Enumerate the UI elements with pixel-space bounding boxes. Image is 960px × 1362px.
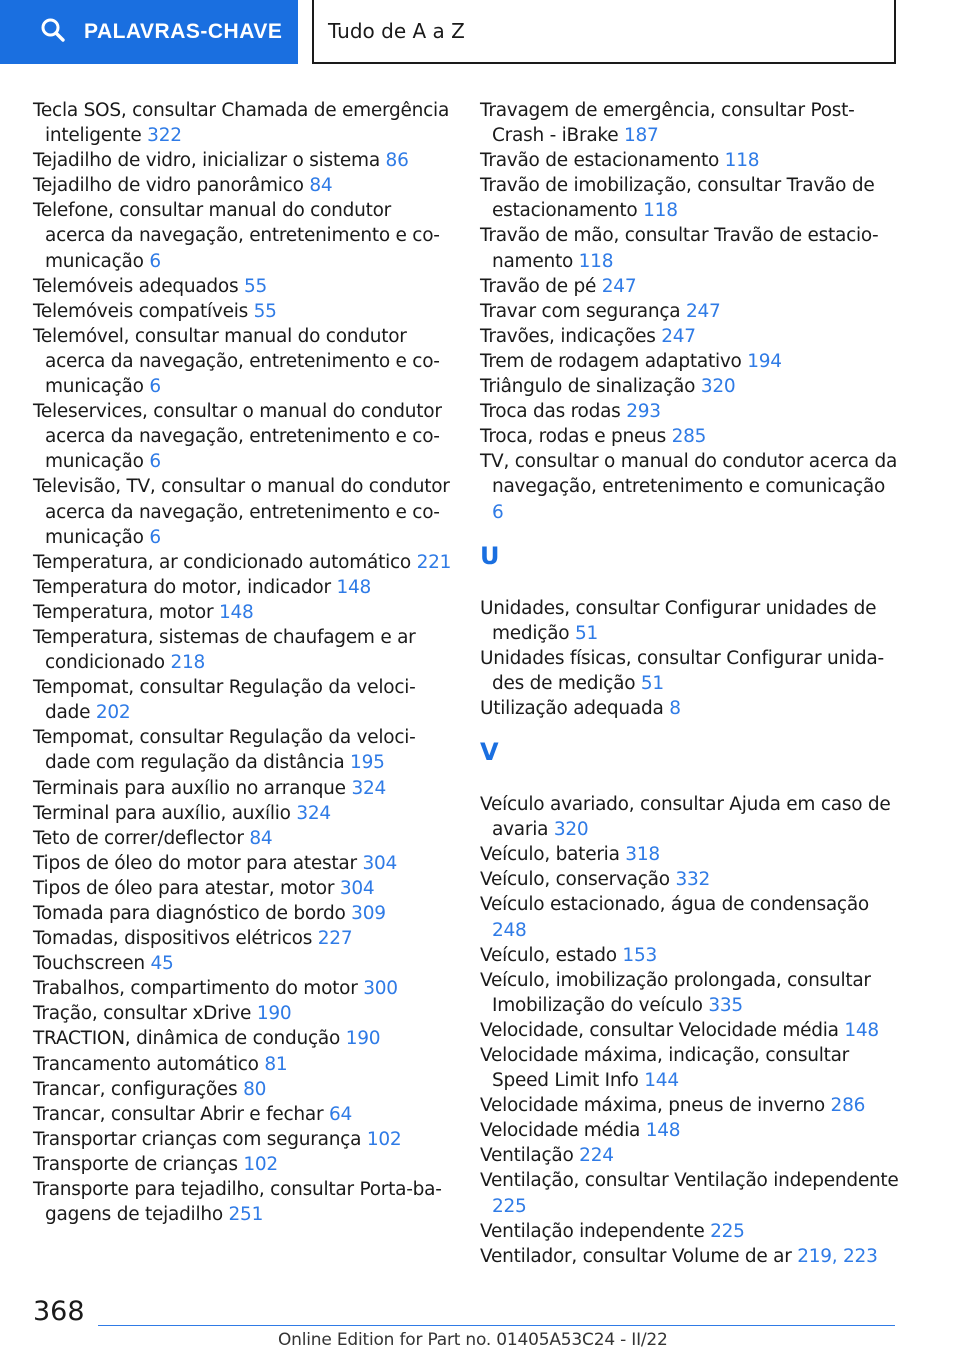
index-entry: Teleservices, consultar o manual do condutor acerca da navegação, entretenimento e comunicação 6: [33, 401, 442, 473]
page-link[interactable]: 224: [579, 1145, 614, 1167]
index-entry: Tipos de óleo para atestar, motor 304: [33, 877, 375, 899]
page-link[interactable]: 202: [95, 702, 131, 724]
page-link[interactable]: 55: [244, 275, 268, 297]
edition-footer: Online Edition for Part no. 01405A53C24 - II/22: [278, 1330, 668, 1350]
page-link[interactable]: 225: [492, 1195, 527, 1217]
index-entry: Tipos de óleo do motor para atestar 304: [33, 852, 398, 874]
page-link[interactable]: 248: [492, 919, 527, 941]
page-link[interactable]: 55: [253, 300, 277, 322]
page-link[interactable]: 219, 223: [797, 1245, 878, 1267]
page-link[interactable]: 51: [575, 622, 599, 644]
index-entry: Televisão, TV, consultar o manual do condutor acerca da navegação, entretenimento e comunicação 6: [33, 476, 450, 548]
page-link[interactable]: 293: [626, 401, 661, 423]
section-letter-v: V: [480, 738, 499, 767]
index-entry: Veículo, imobilização prolongada, consultar Imobilização do veículo 335: [480, 969, 871, 1016]
page-link[interactable]: 194: [747, 350, 782, 372]
index-entry: Tempomat, consultar Regulação da velocidade 202: [33, 677, 416, 724]
page-link[interactable]: 6: [149, 451, 161, 473]
index-entry: Telefone, consultar manual do condutor acerca da navegação, entretenimento e comunicação 6: [33, 200, 440, 272]
page-link[interactable]: 81: [264, 1053, 288, 1075]
page-link[interactable]: 251: [228, 1204, 264, 1226]
index-entry: TV, consultar o manual do condutor acerca da navegação, entretenimento e comunicação 6: [480, 451, 898, 523]
index-entry: Tecla SOS, consultar Chamada de emergência inteligente 322: [33, 100, 450, 147]
page-link[interactable]: 221: [416, 551, 452, 573]
page-link[interactable]: 247: [686, 300, 721, 322]
page-link[interactable]: 318: [625, 844, 660, 866]
page-link[interactable]: 6: [149, 376, 161, 398]
page-link[interactable]: 324: [351, 777, 386, 799]
page-link[interactable]: 6: [492, 501, 504, 523]
index-entry: Telemóveis adequados 55: [33, 275, 268, 297]
index-entry: Temperatura, ar condicionado automático 221: [33, 551, 452, 573]
index-entry: Troca das rodas 293: [480, 401, 661, 423]
page-link[interactable]: 190: [256, 1003, 292, 1025]
top-navigation-bar: [0, 0, 960, 66]
page-link[interactable]: 6: [149, 526, 161, 548]
page-link[interactable]: 118: [643, 200, 678, 222]
index-entry: Transportar crianças com segurança 102: [33, 1128, 402, 1150]
index-entry: Travão de pé 247: [480, 275, 637, 297]
index-entry: Telemóveis compatíveis 55: [33, 300, 277, 322]
keywords-button[interactable]: [0, 0, 298, 64]
index-entry: Ventilador, consultar Volume de ar 219, 223: [480, 1245, 878, 1267]
index-entry: Velocidade máxima, pneus de inverno 286: [480, 1095, 866, 1117]
index-column-left: [33, 98, 453, 1227]
index-entry: Tejadilho de vidro panorâmico 84: [33, 175, 333, 197]
index-entry: Trancamento automático 81: [33, 1053, 288, 1075]
footer-divider: [98, 1325, 895, 1326]
page-link[interactable]: 102: [366, 1128, 402, 1150]
index-entry: Telemóvel, consultar manual do condutor acerca da navegação, entretenimento e comunicação 6: [33, 325, 440, 398]
keywords-button-label: PALAVRAS-CHAVE: [84, 20, 283, 43]
index-entry: Velocidade máxima, indicação, consultar Speed Limit Info 144: [480, 1045, 850, 1092]
page-link[interactable]: 45: [150, 953, 174, 975]
page-link[interactable]: 247: [661, 325, 696, 347]
page-link[interactable]: 8: [669, 697, 681, 719]
search-icon: [40, 17, 66, 47]
page-link[interactable]: 84: [249, 827, 273, 849]
index-entry: Terminal para auxílio, auxílio 324: [33, 802, 331, 824]
page-link[interactable]: 51: [640, 672, 664, 694]
page-link[interactable]: 153: [622, 944, 657, 966]
page-link[interactable]: 324: [296, 802, 331, 824]
index-entry: Temperatura do motor, indicador 148: [33, 576, 372, 598]
index-entry: Transporte de crianças 102: [33, 1153, 278, 1175]
page-link[interactable]: 84: [309, 175, 333, 197]
page-link[interactable]: 227: [317, 928, 353, 950]
index-entry: Ventilação 224: [480, 1145, 614, 1167]
page-link[interactable]: 195: [350, 752, 385, 774]
index-entry: Troca, rodas e pneus 285: [480, 426, 707, 448]
index-entry: Transporte para tejadilho, consultar Porta-bagagens de tejadilho 251: [33, 1179, 442, 1226]
index-entry: Unidades físicas, consultar Configurar unidades de medição 51: [480, 647, 885, 694]
index-entry: Ventilação, consultar Ventilação independente 225: [480, 1170, 899, 1217]
index-entry: Veículo, conservação 332: [480, 869, 711, 891]
index-entry: Tomada para diagnóstico de bordo 309: [33, 903, 386, 924]
index-entry: Triângulo de sinalização 320: [480, 376, 736, 398]
index-entry: Trancar, configurações 80: [33, 1078, 267, 1100]
page-number: 368: [33, 1296, 85, 1327]
index-entry: Temperatura, motor 148: [33, 601, 254, 623]
page-link[interactable]: 148: [645, 1120, 681, 1142]
page-link[interactable]: 320: [553, 819, 589, 841]
page-link[interactable]: 148: [844, 1019, 879, 1041]
page-link[interactable]: 304: [362, 852, 398, 874]
index-entry: Travão de imobilização, consultar Travão de estacionamento 118: [480, 175, 875, 222]
index-entry: Trem de rodagem adaptativo 194: [480, 350, 782, 372]
page-link[interactable]: 225: [710, 1220, 745, 1242]
index-entry: Velocidade, consultar Velocidade média 148: [480, 1019, 879, 1041]
page-link[interactable]: 187: [624, 125, 659, 147]
page-link[interactable]: 118: [578, 250, 614, 272]
page-link[interactable]: 118: [724, 150, 760, 172]
index-entry: Tração, consultar xDrive 190: [33, 1003, 292, 1025]
page-link[interactable]: 218: [170, 652, 206, 674]
index-entry: Terminais para auxílio no arranque 324: [33, 777, 386, 799]
index-entry: Trabalhos, compartimento do motor 300: [33, 978, 398, 1000]
index-entry: Travagem de emergência, consultar Post-Crash - iBrake 187: [480, 100, 855, 147]
index-entry: Travar com segurança 247: [480, 300, 721, 322]
page-link[interactable]: 102: [243, 1153, 278, 1175]
page-link[interactable]: 6: [149, 250, 161, 272]
tab-a-to-z[interactable]: [312, 0, 896, 64]
section-letter-u: U: [480, 541, 500, 570]
tab-a-to-z-label: Tudo de A a Z: [328, 19, 465, 43]
page-link[interactable]: 285: [671, 426, 707, 448]
index-entry: Travão de estacionamento 118: [480, 150, 760, 172]
page-link[interactable]: 332: [675, 869, 711, 891]
page-link[interactable]: 148: [218, 601, 254, 623]
page-link[interactable]: 64: [328, 1103, 352, 1125]
index-entry: Ventilação independente 225: [480, 1220, 745, 1242]
page-link[interactable]: 286: [830, 1095, 866, 1117]
index-entry: TRACTION, dinâmica de condução 190: [33, 1028, 381, 1050]
index-entry: Travões, indicações 247: [480, 325, 696, 347]
index-entry: Veículo avariado, consultar Ajuda em caso de avaria 320: [480, 794, 891, 841]
index-entry: Veículo estacionado, água de condensação 248: [480, 894, 869, 941]
page-link[interactable]: 148: [336, 576, 372, 598]
page-link[interactable]: 190: [345, 1028, 381, 1050]
index-entry: Tejadilho de vidro, inicializar o sistema 86: [33, 150, 409, 172]
page-link[interactable]: 247: [601, 275, 637, 297]
index-column-right: [480, 98, 900, 1269]
index-entry: Veículo, estado 153: [480, 944, 657, 966]
index-entry: Veículo, bateria 318: [480, 844, 660, 866]
index-entry: Teto de correr/deflector 84: [33, 827, 273, 849]
page-link[interactable]: 322: [147, 125, 182, 147]
page-link[interactable]: 320: [700, 376, 736, 398]
index-entry: Velocidade média 148: [480, 1120, 681, 1142]
index-entry: Tomadas, dispositivos elétricos 227: [33, 928, 353, 950]
index-entry: Trancar, consultar Abrir e fechar 64: [33, 1103, 352, 1125]
page-link[interactable]: 86: [385, 150, 409, 172]
page-link[interactable]: 309: [351, 903, 386, 924]
page-link[interactable]: 300: [363, 978, 398, 1000]
page-link[interactable]: 80: [243, 1078, 267, 1100]
index-entry: Travão de mão, consultar Travão de estacionamento 118: [480, 225, 879, 272]
page-link[interactable]: 335: [708, 994, 743, 1016]
index-entry: Tempomat, consultar Regulação da velocidade com regulação da distância 195: [33, 727, 416, 774]
index-entry: Unidades, consultar Configurar unidades de medição 51: [480, 597, 877, 644]
index-entry: Temperatura, sistemas de chaufagem e ar condicionado 218: [33, 626, 416, 674]
page-link[interactable]: 304: [339, 877, 375, 899]
index-entry: Touchscreen 45: [33, 953, 174, 975]
page-link[interactable]: 144: [644, 1070, 679, 1092]
index-entry: Utilização adequada 8: [480, 697, 681, 719]
